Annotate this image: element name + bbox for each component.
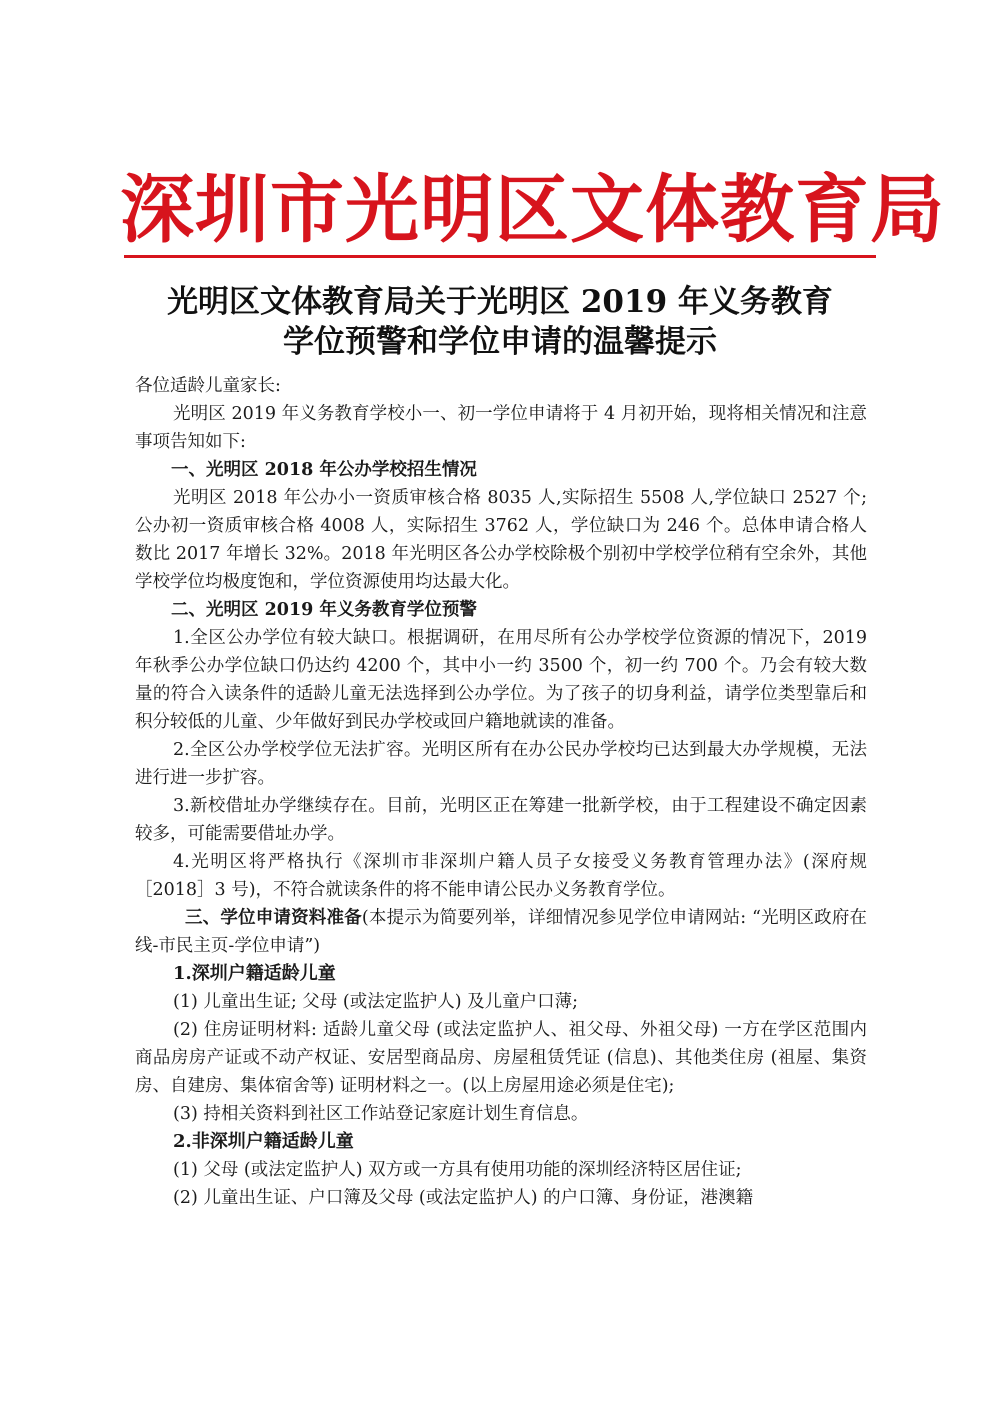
subsection2-item-1: (1) 父母 (或法定监护人) 双方或一方具有使用功能的深圳经济特区居住证; xyxy=(173,1160,742,1180)
subsection2-item-2: (2) 儿童出生证、户口簿及父母 (或法定监护人) 的户口簿、身份证，港澳籍 xyxy=(173,1188,754,1208)
section2-item-1: 1.全区公办学位有较大缺口。根据调研，在用尽所有公办学校学位资源的情况下，2019 年秋季公办学位缺口仍达约 4200 个，其中小一约 3500 个，初一约 700 个。乃会有较大数量的符合入读条件的适龄儿童无法选择到公办学位。为了孩子的切身利益，请学位类型靠后和积分较低的儿童、少年做好到民办学校或回户籍地就读的准备。 xyxy=(135,628,867,732)
section1-paragraph: 光明区 2018 年公办小一资质审核合格 8035 人,实际招生 5508 人,学位缺口 2527 个; 公办初一资质审核合格 4008 人，实际招生 3762 人，学位缺口为 246 个。总体申请合格人数比 2017 年增长 32%。2018 年光明区各公办学校除极个别初中学校学位稍有空余外，其他学校学位均极度饱和，学位资源使用均达最大化。 xyxy=(135,488,867,592)
section2-item-4: 4.光明区将严格执行《深圳市非深圳户籍人员子女接受义务教育管理办法》(深府规［2018］3 号)，不符合就读条件的将不能申请公民办义务教育学位。 xyxy=(135,852,867,900)
document-title xyxy=(110,282,890,362)
salutation: 各位适龄儿童家长: xyxy=(135,376,281,396)
section3-note: (本提示为简要列举，详细情况参见学位申请网站: “光明区政府在线-市民主页-学位申请”) xyxy=(135,908,868,956)
letterhead-rule xyxy=(124,255,876,258)
intro-paragraph: 光明区 2019 年义务教育学校小一、初一学位申请将于 4 月初开始，现将相关情况和注意事项告知如下: xyxy=(135,404,867,452)
document-body xyxy=(135,372,867,1212)
subsection1-heading: 1.深圳户籍适龄儿童 xyxy=(173,963,336,984)
section3-paragraph xyxy=(135,904,867,960)
org-letterhead: 深圳市光明区文体教育局 xyxy=(120,167,945,253)
title-line-2: 学位预警和学位申请的温馨提示 xyxy=(283,324,717,360)
subsection1-item-1: (1) 儿童出生证; 父母 (或法定监护人) 及儿童户口薄; xyxy=(173,992,578,1012)
subsection2-heading: 2.非深圳户籍适龄儿童 xyxy=(173,1131,354,1152)
title-line-1: 光明区文体教育局关于光明区 2019 年义务教育 xyxy=(167,284,833,320)
section2-item-3: 3.新校借址办学继续存在。目前，光明区正在筹建一批新学校，由于工程建设不确定因素较多，可能需要借址办学。 xyxy=(135,796,867,844)
section2-heading: 二、光明区 2019 年义务教育学位预警 xyxy=(171,600,477,620)
subsection1-item-3: (3) 持相关资料到社区工作站登记家庭计划生育信息。 xyxy=(173,1104,589,1124)
section2-item-2: 2.全区公办学校学位无法扩容。光明区所有在办公民办学校均已达到最大办学规模，无法进行进一步扩容。 xyxy=(135,740,867,788)
section1-heading: 一、光明区 2018 年公办学校招生情况 xyxy=(171,460,477,480)
section3-heading: 三、学位申请资料准备 xyxy=(185,908,362,928)
subsection1-item-2: (2) 住房证明材料: 适龄儿童父母 (或法定监护人、祖父母、外祖父母) 一方在学区范围内商品房房产证或不动产权证、安居型商品房、房屋租赁凭证 (信息)、其他类住房 (祖屋、集资房、自建房、集体宿舍等) 证明材料之一。(以上房屋用途必须是住宅); xyxy=(135,1020,867,1096)
